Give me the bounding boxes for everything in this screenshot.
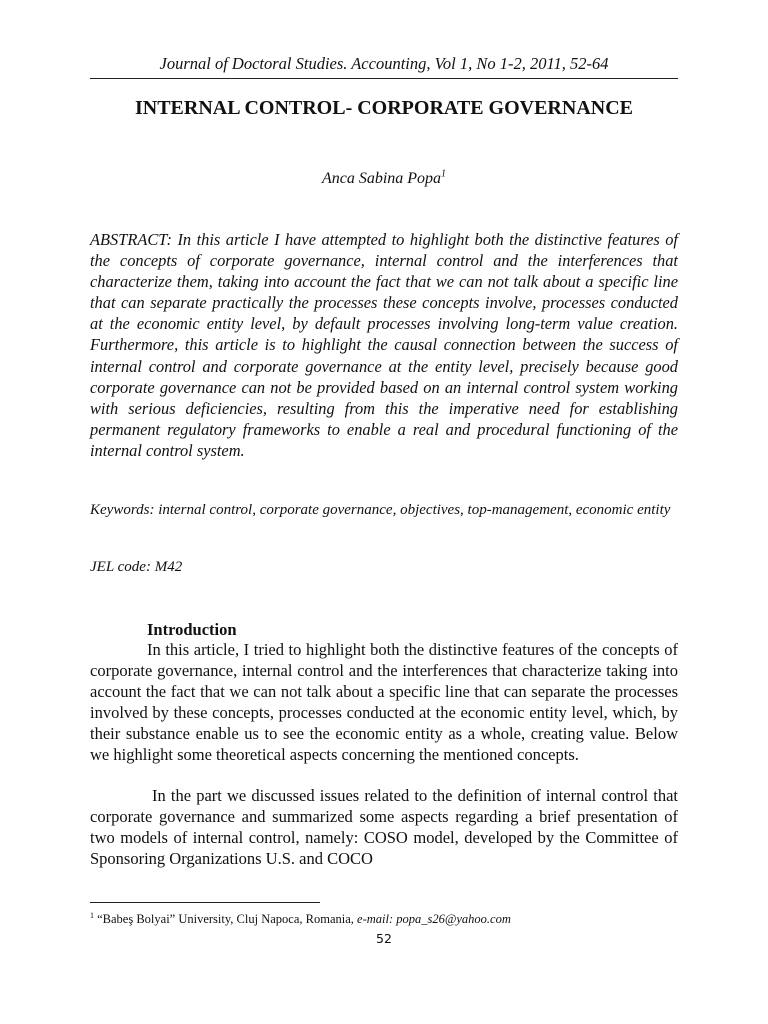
abstract: ABSTRACT: In this article I have attempted to highlight both the distinctive features of the concepts of corporate governance, internal control and the interferences that characterize them, taking into account the fact that we can not talk about a specific line that can separate practically the processes these concepts involve, processes conducted at the economic entity level, by default processes involving long-term value creation. Furthermore, this article is to highlight the causal connection between the success of internal control and corporate governance at the entity level, precisely because good corporate governance can not be provided based on an internal control system working with serious deficiencies, resulting from this the imperative need for establishing permanent regulatory frameworks to enable a real and procedural functioning of the internal control system. [90,230,678,460]
author-footnote-mark: 1 [441,168,447,180]
footnote [90,911,678,928]
footnote-email: e-mail: popa_s26@yahoo.com [357,912,511,926]
header-rule [90,78,678,79]
jel-code: JEL code: M42 [90,559,183,575]
page-number: 52 [376,931,392,946]
introduction-paragraph: In this article, I tried to highlight both the distinctive features of the concepts of corporate governance, internal control and the interferences that characterize taking into account the fact that we can not talk about a specific line that can separate the processes involved by these concepts, processes conducted at the economic entity level, which, by their substance enable us to see the economic entity as a whole, creating value. Below we highlight some theoretical aspects concerning the mentioned concepts. [90,640,678,764]
footnote-affiliation: “Babeş Bolyai” University, Cluj Napoca, Romania, [94,912,358,926]
introduction-paragraph: In the part we discussed issues related to the definition of internal control that corporate governance and summarized some aspects regarding a brief presentation of two models of internal control, namely: COSO model, developed by the Committee of Sponsoring Organizations U.S. and COCO [90,786,678,868]
article-title: INTERNAL CONTROL- CORPORATE GOVERNANCE [134,97,633,119]
keywords: Keywords: internal control, corporate governance, objectives, top-management, economic entity [90,502,671,518]
footnote-rule [90,902,320,903]
footnote-mark: 1 [90,910,94,920]
author-name: Anca Sabina Popa [321,170,442,187]
introduction-heading: Introduction [147,620,237,639]
author-line [90,168,678,190]
journal-running-header: Journal of Doctoral Studies. Accounting, Vol 1, No 1-2, 2011, 52-64 [159,54,609,73]
